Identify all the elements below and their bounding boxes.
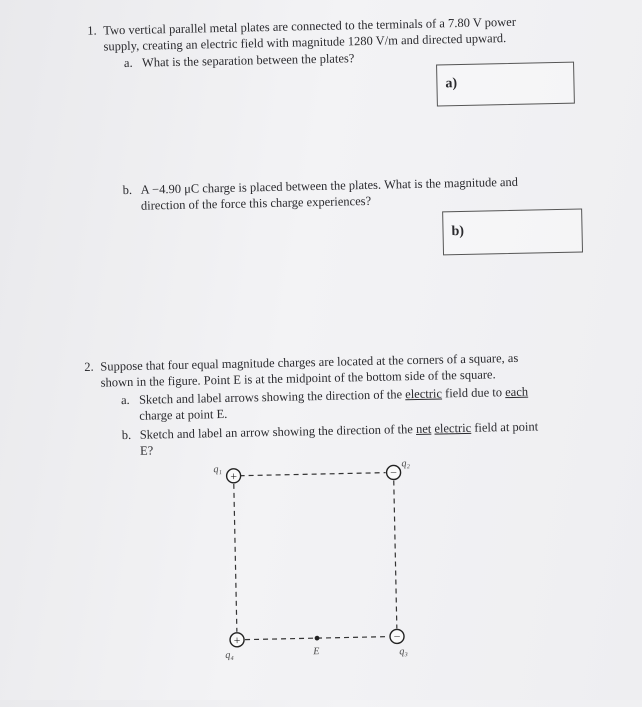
q1b-line1: A −4.90 μC charge is placed between the plates. What is the magnitude and [140, 174, 519, 197]
q2a-underline-each: each [504, 384, 529, 400]
q1-number: 1. [87, 23, 97, 38]
q2b-text-pre: Sketch and label an arrow showing the direction of the [139, 422, 417, 442]
q1a-text: What is the separation between the plates? [141, 51, 355, 70]
q1b-line2: direction of the force this charge experiences? [140, 193, 372, 213]
q2-stem-line1: Suppose that four equal magnitude charges are located at the corners of a square, as [100, 350, 519, 374]
q3-sign: − [393, 629, 401, 644]
q2a-text-mid: field due to [441, 385, 506, 401]
q2-sign: − [390, 465, 398, 480]
q4-label: q₄ [225, 649, 234, 662]
q2b-underline-electric: electric [434, 420, 472, 436]
q1-label: q₁ [213, 464, 223, 476]
q3-label: q₃ [399, 646, 408, 658]
q2a-text-pre: Sketch and label arrows showing the direction of the [138, 387, 406, 407]
answer-box-b-label: b) [451, 223, 465, 240]
q2-stem-line2: shown in the figure. Point E is at the midpoint of the bottom side of the square. [100, 367, 496, 390]
answer-box-a-label: a) [445, 76, 458, 92]
q1b-marker: b. [122, 182, 133, 198]
q2b-underline-net: net [415, 421, 432, 437]
answer-box-b[interactable] [442, 208, 583, 255]
q2b-marker: b. [121, 427, 132, 443]
q2b-text-post: field at point [471, 419, 539, 435]
q2-number: 2. [84, 359, 94, 374]
q4-sign: + [233, 633, 241, 648]
square-top-edge [240, 473, 386, 476]
answer-box-a[interactable] [436, 62, 575, 107]
square-left-edge [234, 484, 237, 632]
square-right-edge [394, 480, 397, 628]
charge-square-figure [207, 458, 431, 663]
q2a-underline-electric: electric [405, 386, 443, 402]
q1-stem-line1: Two vertical parallel metal plates are connected to the terminals of a 7.80 V power [103, 14, 517, 38]
point-e-label: E [313, 646, 320, 658]
q2a-line2: charge at point E. [139, 406, 228, 423]
q1-stem-line2: supply, creating an electric field with magnitude 1280 V/m and directed upward. [103, 31, 507, 54]
point-e-dot [315, 636, 320, 641]
q2-label: q₂ [401, 458, 410, 470]
q1a-marker: a. [123, 55, 133, 71]
q2b-line2: E? [139, 443, 154, 458]
q2a-marker: a. [120, 392, 130, 408]
q1-sign: + [230, 469, 238, 484]
